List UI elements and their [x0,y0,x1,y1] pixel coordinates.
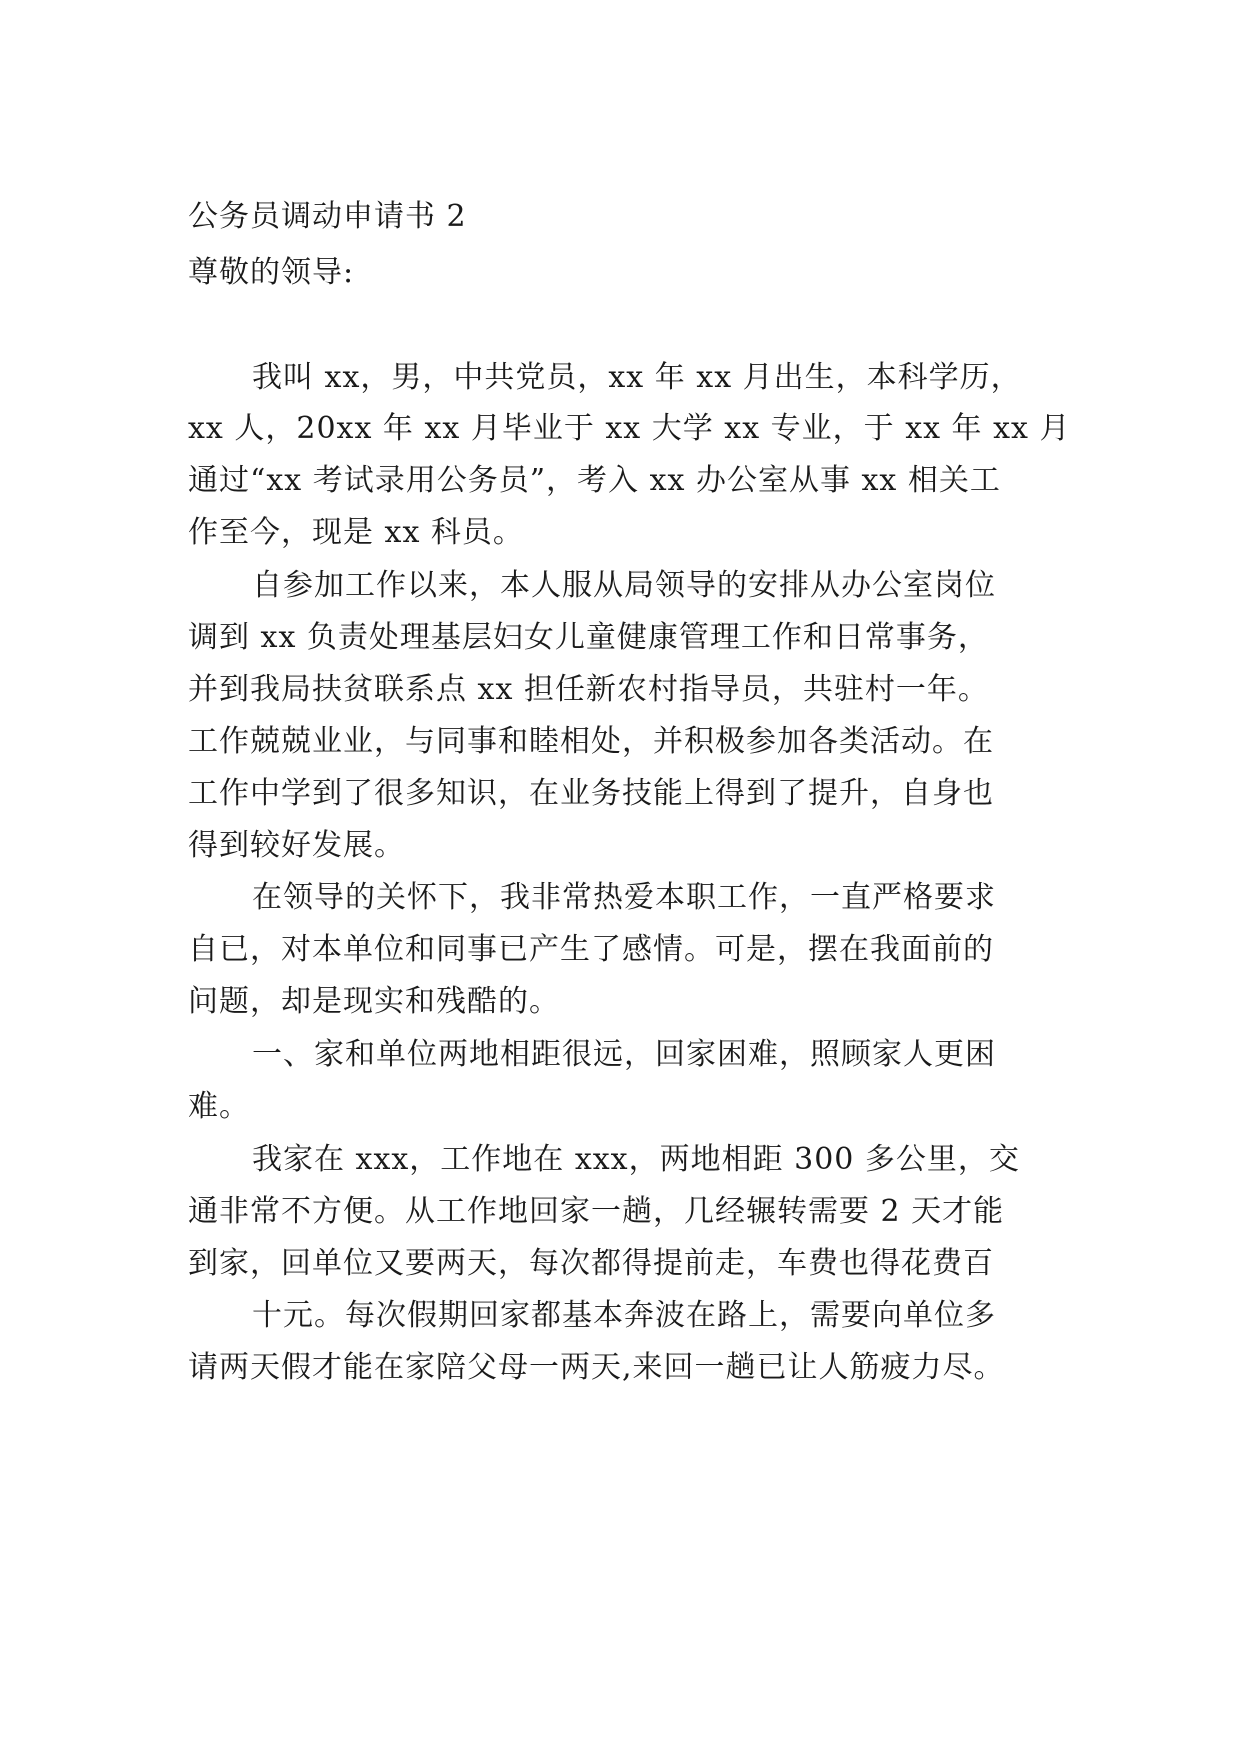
salutation: 尊敬的领导: [188,255,355,290]
text-line: 我家在 xxx，工作地在 xxx，两地相距 300 多公里，交 [252,1142,1020,1177]
text-line: 自已，对本单位和同事已产生了感情。可是，摆在我面前的 [188,932,994,967]
text-line: 一、家和单位两地相距很远，回家困难，照顾家人更困 [252,1037,996,1072]
text-line: 通非常不方便。从工作地回家一趟，几经辗转需要 2 天才能 [188,1194,1005,1229]
text-line: 作至今，现是 xx 科员。 [188,515,524,550]
document-title: 公务员调动申请书 2 [188,199,467,234]
text-line: 请两天假才能在家陪父母一两天,来回一趟已让人筋疲力尽。 [188,1350,1005,1385]
text-line: xx 人，20xx 年 xx 月毕业于 xx 大学 xx 专业，于 xx 年 xx 月 [188,411,1071,446]
text-line: 难。 [188,1089,250,1124]
text-line: 并到我局扶贫联系点 xx 担任新农村指导员，共驻村一年。 [188,672,989,707]
text-line: 调到 xx 负责处理基层妇女儿童健康管理工作和日常事务， [188,620,989,655]
text-line: 得到较好发展。 [188,828,405,863]
text-line: 我叫 xx，男，中共党员，xx 年 xx 月出生，本科学历， [252,360,1022,395]
text-line: 十元。每次假期回家都基本奔波在路上，需要向单位多 [252,1298,996,1333]
text-line: 到家，回单位又要两天，每次都得提前走，车费也得花费百 [188,1246,994,1281]
text-line: 通过“xx 考试录用公务员”，考入 xx 办公室从事 xx 相关工 [188,463,1001,498]
text-line: 自参加工作以来，本人服从局领导的安排从办公室岗位 [252,568,996,603]
text-line: 工作中学到了很多知识，在业务技能上得到了提升，自身也 [188,776,994,811]
text-line: 问题，却是现实和残酷的。 [188,984,560,1019]
text-line: 工作兢兢业业，与同事和睦相处，并积极参加各类活动。在 [188,724,994,759]
text-line: 在领导的关怀下，我非常热爱本职工作，一直严格要求 [252,880,996,915]
